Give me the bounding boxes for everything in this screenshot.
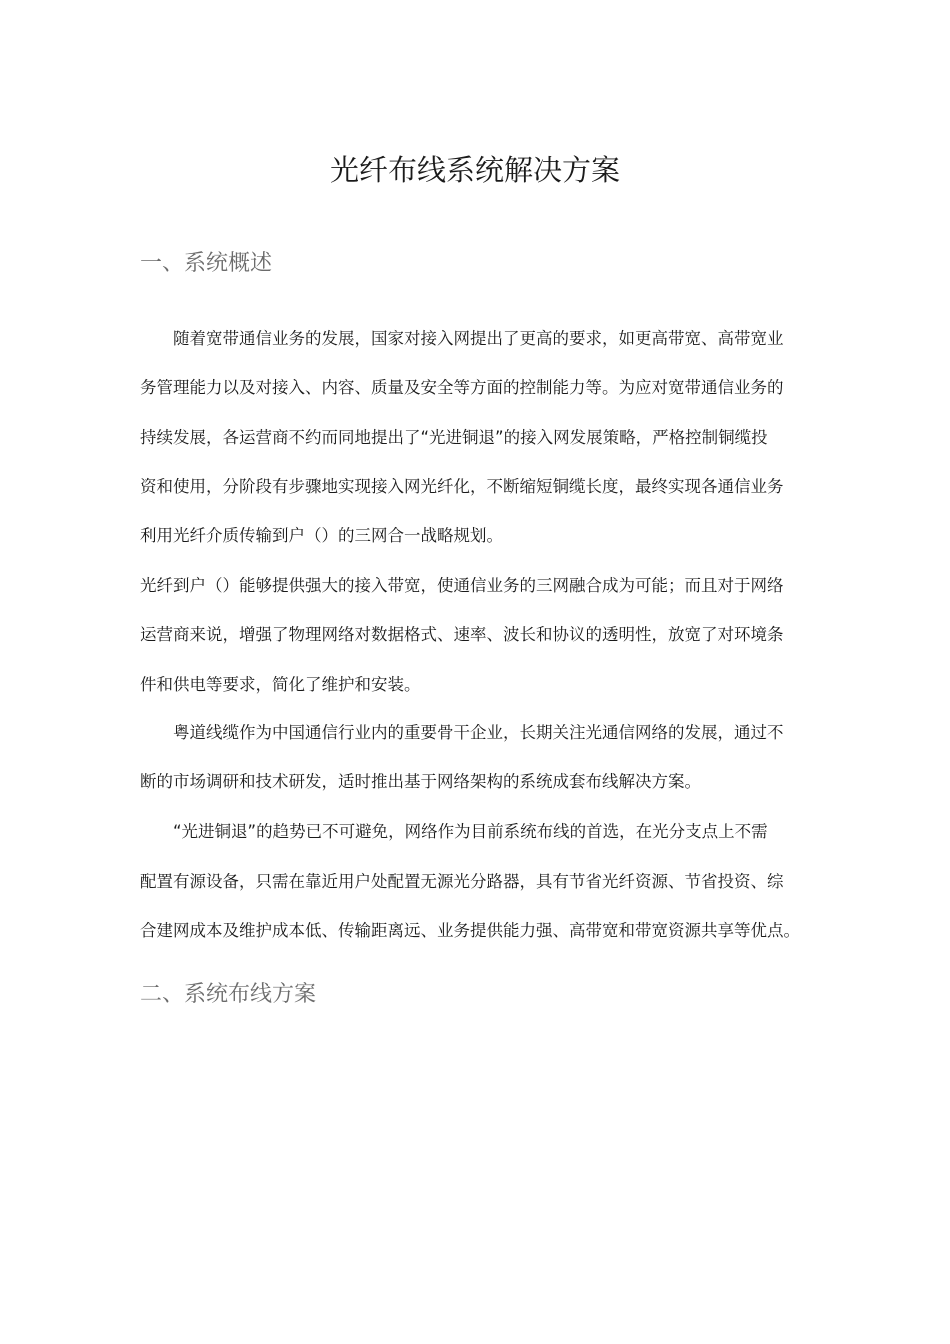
paragraph-line: 光纤到户（）能够提供强大的接入带宽，使通信业务的三网融合成为可能；而且对于网络: [140, 576, 784, 595]
section-heading-overview: 一、系统概述: [140, 251, 273, 276]
paragraph-line: 合建网成本及维护成本低、传输距离远、业务提供能力强、高带宽和带宽资源共享等优点。: [140, 921, 800, 940]
paragraph-line: 配置有源设备，只需在靠近用户处配置无源光分路器，具有节省光纤资源、节省投资、综: [140, 872, 784, 891]
paragraph-line: 持续发展，各运营商不约而同地提出了“光进铜退”的接入网发展策略，严格控制铜缆投: [140, 428, 768, 447]
paragraph-line: 随着宽带通信业务的发展，国家对接入网提出了更高的要求，如更高带宽、高带宽业: [140, 329, 784, 348]
paragraph-line: 资和使用，分阶段有步骤地实现接入网光纤化，不断缩短铜缆长度，最终实现各通信业务: [140, 477, 784, 496]
paragraph-line: 粤道线缆作为中国通信行业内的重要骨干企业，长期关注光通信网络的发展，通过不: [140, 723, 784, 742]
paragraph-line: 利用光纤介质传输到户（）的三网合一战略规划。: [140, 526, 503, 545]
paragraph-line: 务管理能力以及对接入、内容、质量及安全等方面的控制能力等。为应对宽带通信业务的: [140, 378, 784, 397]
paragraph-line: 运营商来说，增强了物理网络对数据格式、速率、波长和协议的透明性，放宽了对环境条: [140, 625, 784, 644]
paragraph-line: “光进铜退”的趋势已不可避免，网络作为目前系统布线的首选，在光分支点上不需: [140, 822, 768, 841]
document-title: 光纤布线系统解决方案: [329, 153, 620, 187]
paragraph-line: 断的市场调研和技术研发，适时推出基于网络架构的系统成套布线解决方案。: [140, 772, 701, 791]
section-heading-cabling-plan: 二、系统布线方案: [140, 982, 317, 1007]
paragraph-line: 件和供电等要求，简化了维护和安装。: [140, 675, 421, 694]
